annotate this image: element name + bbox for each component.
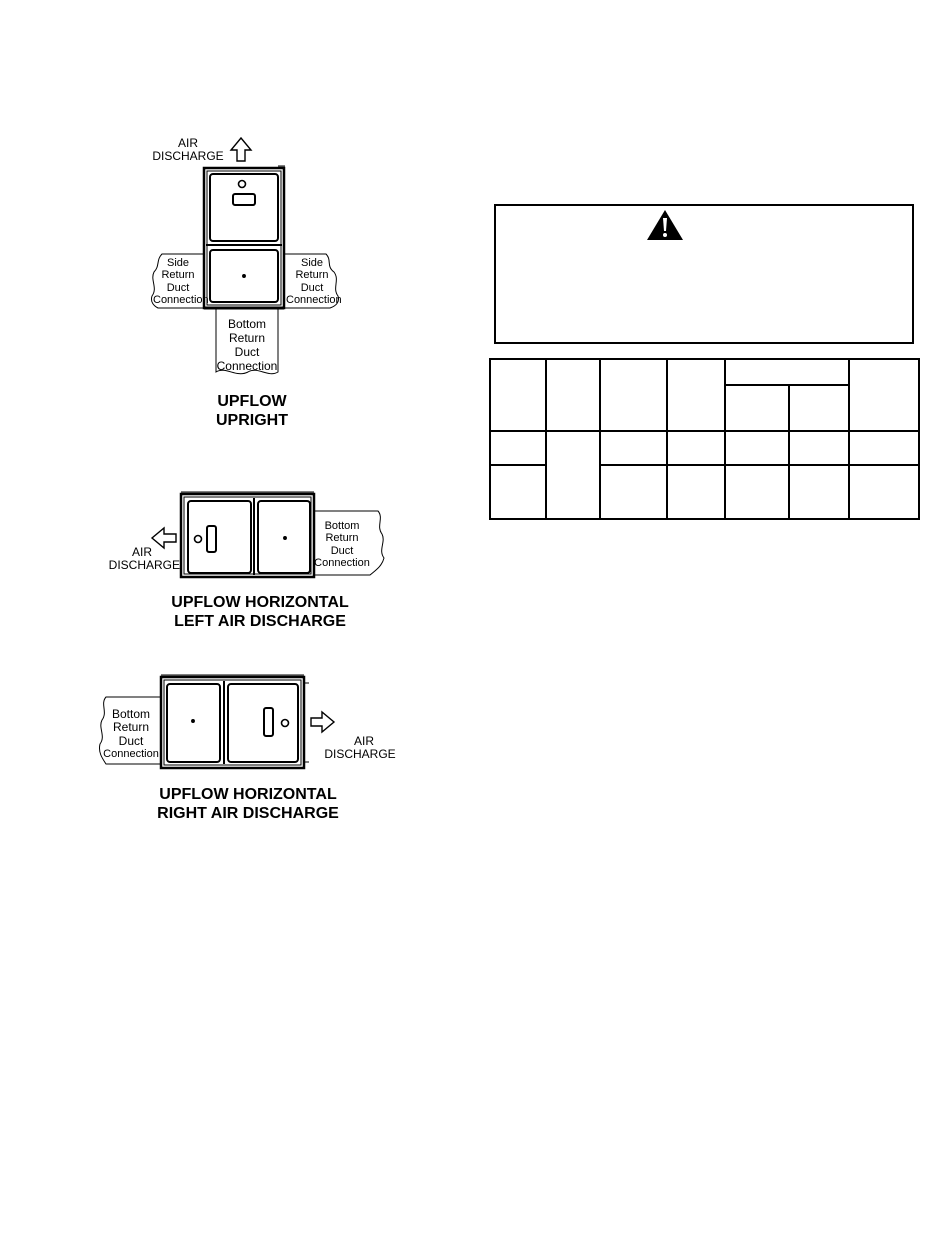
label-line: DISCHARGE [324, 747, 396, 762]
warning-box [494, 204, 914, 344]
label-line: Return [161, 269, 195, 282]
upright-air-discharge-label [146, 137, 230, 164]
table-cell [490, 431, 546, 465]
table-cell [546, 359, 600, 431]
label-line: Return [112, 720, 150, 735]
upright-caption [182, 392, 322, 430]
table-cell [725, 385, 789, 431]
warning-triangle-icon [646, 209, 684, 241]
label-line: Duct [330, 544, 354, 557]
spec-table [489, 358, 920, 520]
label-line: Side [300, 257, 324, 269]
table-cell [600, 465, 667, 519]
caption-line: UPRIGHT [216, 412, 288, 430]
horizontal-right-caption [128, 785, 368, 823]
label-line: Bottom [111, 707, 150, 721]
label-line: Bottom [324, 520, 360, 532]
table-cell [667, 431, 725, 465]
table-cell [667, 359, 725, 431]
table-cell [849, 465, 919, 519]
table-cell [789, 465, 849, 519]
label-line: Connection [216, 358, 278, 373]
upright-air-label-line2: DISCHARGE [152, 149, 224, 164]
table-cell [600, 431, 667, 465]
horizontal-left-furnace [181, 492, 314, 577]
table-cell [600, 359, 667, 431]
horizontal-left-caption [150, 593, 370, 631]
left-unit-bottom-return-label [314, 520, 370, 569]
table-cell [667, 465, 725, 519]
table-cell [849, 359, 919, 431]
label-line: Return [325, 532, 359, 545]
left-air-discharge-label [102, 546, 180, 573]
air-discharge-right-arrow [311, 712, 334, 732]
label-line: Return [295, 269, 329, 282]
caption-line: RIGHT AIR DISCHARGE [157, 805, 339, 823]
right-air-discharge-label [320, 735, 400, 762]
air-discharge-up-arrow [231, 138, 251, 161]
table-cell [725, 431, 789, 465]
table-cell [490, 465, 546, 519]
caption-line: LEFT AIR DISCHARGE [174, 613, 346, 631]
label-line: Bottom [227, 317, 266, 331]
label-line: Duct [118, 733, 144, 748]
air-discharge-left-arrow [152, 528, 176, 548]
table-cell [725, 359, 849, 385]
caption-line: UPFLOW HORIZONTAL [171, 594, 349, 611]
table-cell [490, 359, 546, 431]
label-line: AIR [131, 545, 152, 559]
caption-line: UPFLOW [217, 393, 287, 410]
table-cell [849, 431, 919, 465]
label-line: Duct [234, 344, 260, 359]
label-line: AIR [353, 734, 374, 748]
label-line: Connection [314, 556, 370, 569]
label-line: Side [166, 257, 190, 269]
label-line: Connection [153, 293, 209, 306]
upright-air-label-line1: AIR [177, 136, 198, 150]
upright-bottom-return-label [212, 318, 282, 374]
right-unit-bottom-return-label [101, 708, 161, 761]
table-cell [789, 385, 849, 431]
side-return-right-label [286, 257, 342, 306]
horizontal-right-furnace [161, 675, 309, 768]
label-line: Duct [300, 281, 324, 294]
table-cell [725, 465, 789, 519]
caption-line: UPFLOW HORIZONTAL [159, 786, 337, 803]
table-cell [789, 431, 849, 465]
side-return-left-label [153, 257, 209, 306]
table-cell [546, 431, 600, 519]
label-line: DISCHARGE [108, 558, 180, 573]
label-line: Connection [286, 293, 342, 306]
label-line: Duct [166, 281, 190, 294]
label-line: Connection [103, 748, 159, 761]
label-line: Return [228, 330, 266, 345]
